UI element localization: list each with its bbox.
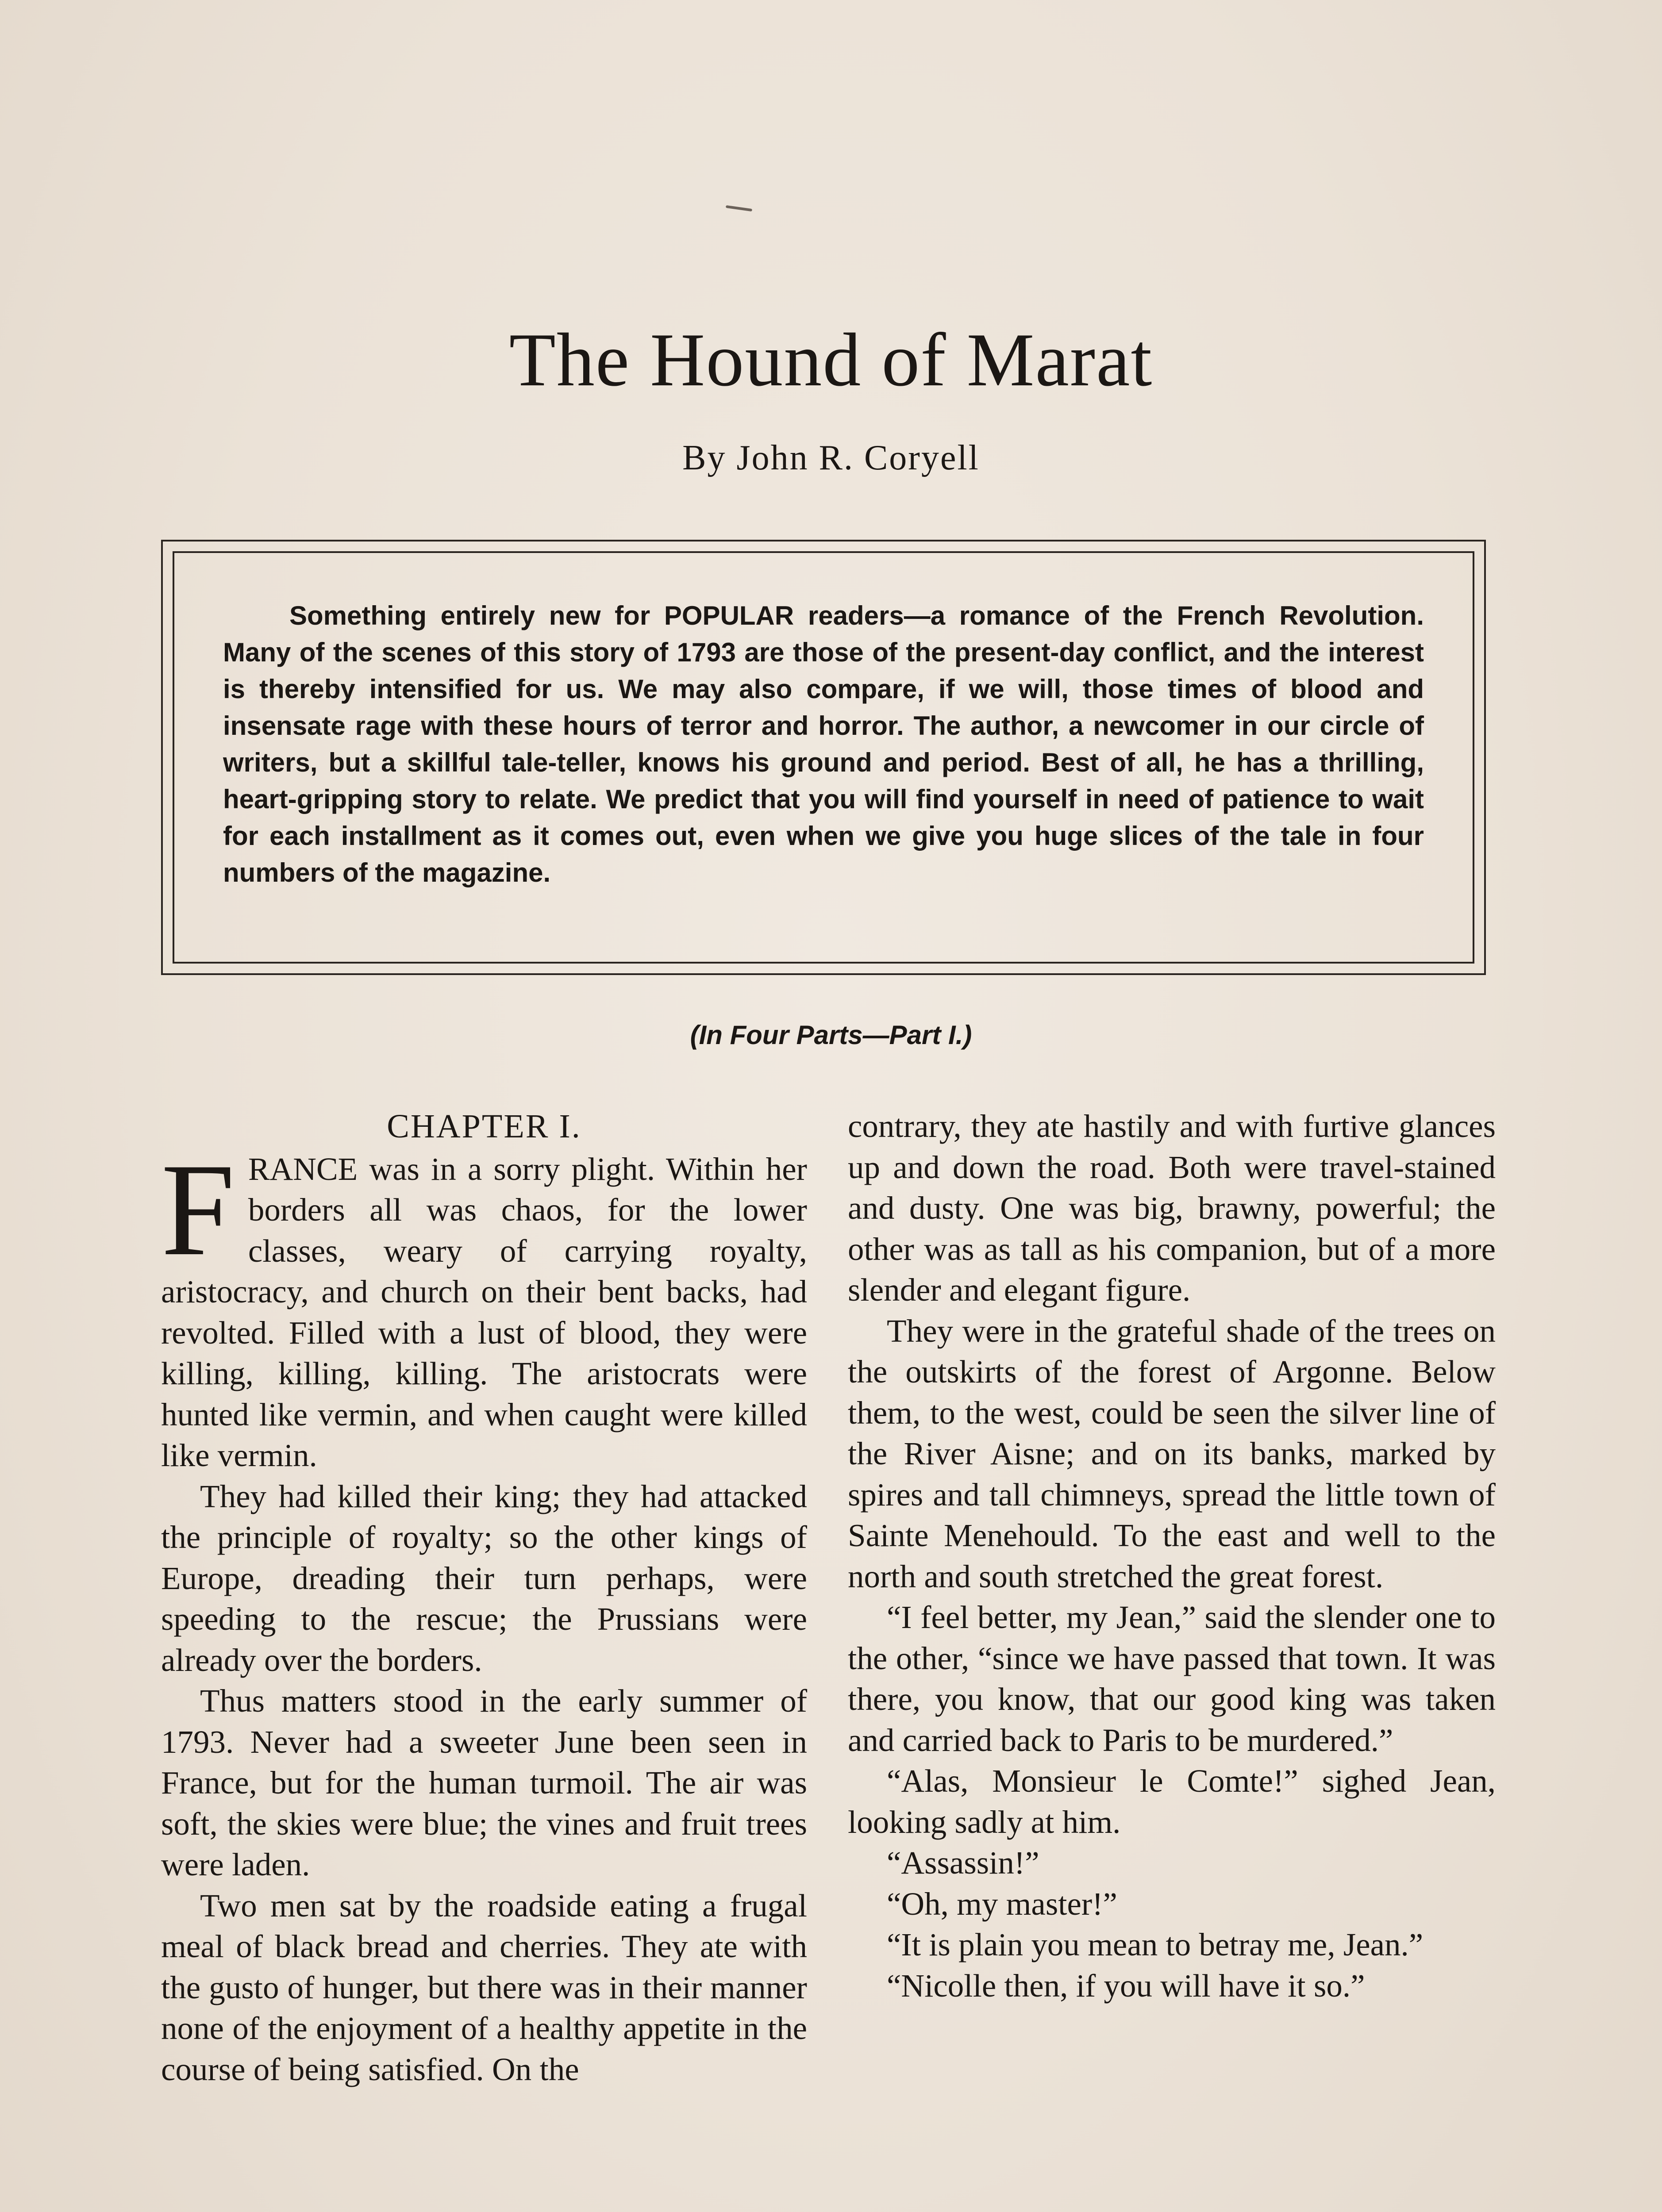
intro-text: Something entirely new for POPULAR readers—a romance of the French Revolution. Many of the scenes of this story of 1793 are those of the present-day conflict, and the interest is thereby intensified for us. We may also compare, if we will, those times of blood and insensate rage with these hours of terror and horror. The author, a newcomer in our circle of writers, but a skillful tale-teller, knows his ground and period. Best of all, he has a thrilling, heart-gripping story to relate. We predict that you will find yourself in need of patience to wait for each installment as it comes out, even when we give you huge slices of the tale in four numbers of the magazine. — [223, 601, 1424, 887]
paragraph: “Assassin!” — [887, 1845, 1039, 1881]
intro-box — [161, 540, 1486, 975]
paragraph: “Nicolle then, if you will have it so.” — [887, 1967, 1365, 2004]
parts-note: (In Four Parts—Part I.) — [690, 1020, 972, 1050]
drop-cap: F — [161, 1136, 235, 1283]
paragraph: “Oh, my master!” — [887, 1886, 1117, 1922]
paragraph: Two men sat by the roadside eating a frugal meal of black bread and cherries. They ate with the gusto of hunger, but there was in their manner none of the enjoyment of a healthy appetite in the course of being satisfied. On the — [161, 1887, 807, 2087]
chapter-heading: CHAPTER I. — [387, 1108, 581, 1145]
paragraph: They had killed their king; they had attacked the principle of royalty; so the other kings of Europe, dreading their turn perhaps, were speeding to the rescue; the Prussians were already over the borders. — [161, 1478, 807, 1678]
opening-paragraph — [161, 1136, 807, 1476]
continued-paragraph: contrary, they ate hastily and with furtive glances up and down the road. Both were travel-stained and dusty. One was big, brawny, powerful; the other was as tall as his companion, but of a more slender and elegant figure. — [848, 1108, 1496, 1308]
intro-box-inner — [173, 551, 1474, 964]
left-column — [161, 1106, 807, 2090]
right-column — [848, 1106, 1496, 2006]
paragraph: They were in the grateful shade of the trees on the outskirts of the forest of Argonne. Below them, to the west, could be seen the silver line of the River Aisne; and on its banks, marked by spires and tall chimneys, spread the little town of Sainte Menehould. To the east and well to the north and south stretched the great forest. — [848, 1313, 1496, 1594]
story-title: The Hound of Marat — [509, 318, 1153, 402]
author-byline: By John R. Coryell — [682, 438, 980, 477]
print-speck — [726, 205, 752, 211]
paragraph: Thus matters stood in the early summer of 1793. Never had a sweeter June been seen in France, but for the human turmoil. The air was soft, the skies were blue; the vines and fruit trees were laden. — [161, 1683, 807, 1882]
paragraph: “It is plain you mean to betray me, Jean.” — [887, 1927, 1423, 1962]
opening-paragraph-text: RANCE was in a sorry plight. Within her borders all was chaos, for the lower classes, weary of carrying royalty, aristocracy, and church on their bent backs, had revolted. Filled with a lust of blood, they were killing, killing, killing. The aristocrats were hunted like vermin, and when caught were killed like vermin. — [161, 1151, 807, 1473]
paragraph: “Alas, Monsieur le Comte!” sighed Jean, looking sadly at him. — [848, 1763, 1496, 1840]
paragraph: “I feel better, my Jean,” said the slender one to the other, “since we have passed that town. It was there, you know, that our good king was taken and carried back to Paris to be murdered.” — [848, 1599, 1496, 1758]
